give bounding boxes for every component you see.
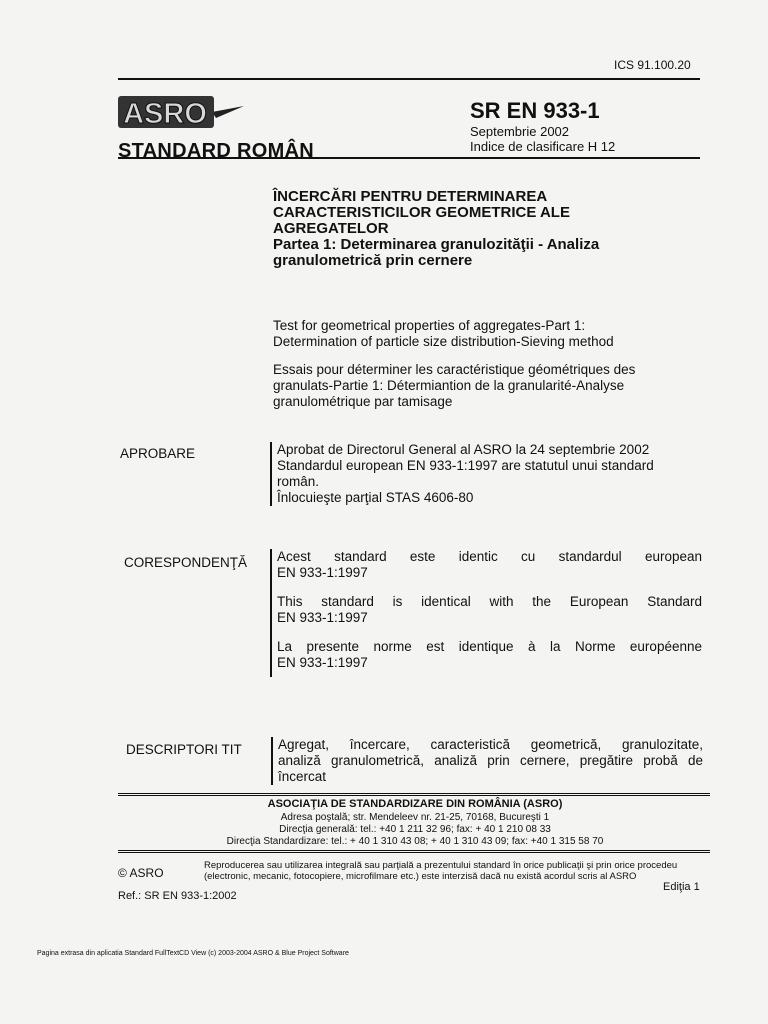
edition: Ediţia 1 [663,881,700,893]
aprobare-line: Standardul european EN 933-1:1997 are statutul unui standard [277,458,654,473]
aprobare-line: Înlocuieşte parţial STAS 4606-80 [277,490,474,505]
reproduction-notice: Reproducerea sau utilizarea integrală sau parţială a prezentului standard în orice publicaţii şi prin orice procedeu (electronic, mecanic, fotocopiere, microfilmare etc.) este interzisă dacă nu există acordul scris al ASRO [204,860,678,882]
descriptori-line: Agregat, încercare, caracteristică geometrică, granulozitate, [278,737,703,752]
aprobare-line: român. [277,474,320,489]
title-ro-line: Partea 1: Determinarea granulozităţii - Analiza [273,236,600,253]
corespondenta-fr-line: EN 933-1:1997 [277,655,368,670]
corespondenta-ro-line: Acest standard este identic cu standardul european [277,549,702,564]
footer-rule-mid [118,850,710,851]
footer-rule-top [118,793,710,794]
descriptori-line: analiză granulometrică, analiză prin cernere, pregătire probă de [278,753,703,768]
title-ro-line: granulometrică prin cernere [273,252,473,269]
title-fr-line: granulométrique par tamisage [273,394,453,409]
ics-code: ICS 91.100.20 [614,58,691,72]
page-source-note: Pagina extrasa din aplicatia Standard FullTextCD View (c) 2003-2004 ASRO & Blue Project Software [37,950,349,957]
asro-org-name: ASOCIAŢIA DE STANDARDIZARE DIN ROMÂNIA (ASRO) [267,798,563,810]
descriptori-block [271,737,703,785]
standard-date: Septembrie 2002 [470,124,570,139]
general-direction: Direcţia generală: tel.: +40 1 211 32 96; fax: + 40 1 210 08 33 [279,824,551,835]
header-rule [118,157,700,159]
aprobare-block [270,442,702,506]
aprobare-label: APROBARE [120,446,196,461]
title-en-line: Test for geometrical properties of aggregates-Part 1: [273,318,586,333]
title-ro-line: CARACTERISTICILOR GEOMETRICE ALE [273,204,570,221]
copyright-asro: © ASRO [118,866,164,880]
aprobare-line: Aprobat de Directorul General al ASRO la 24 septembrie 2002 [277,442,650,457]
title-romanian [273,189,673,269]
title-french [273,362,693,410]
corespondenta-ro-line: EN 933-1:1997 [277,565,368,580]
corespondenta-en-line: This standard is identical with the European Standard [277,594,702,609]
corespondenta-label: CORESPONDENŢĂ [124,555,248,570]
footer-rule-mid-2 [118,852,710,853]
reference: Ref.: SR EN 933-1:2002 [118,890,237,902]
title-fr-line: Essais pour déterminer les caractéristique géométriques des [273,362,636,377]
corespondenta-en-line: EN 933-1:1997 [277,610,368,625]
asro-logo-text: ASRO [123,98,207,130]
title-en-line: Determination of particle size distribution-Sieving method [273,334,614,349]
footer-rule-top-2 [118,795,710,796]
title-fr-line: granulats-Partie 1: Détermiantion de la granularité-Analyse [273,378,625,393]
descriptori-label: DESCRIPTORI TIT [126,742,242,757]
top-rule [118,78,700,80]
standardization-direction: Direcţia Standardizare: tel.: + 40 1 310 43 08; + 40 1 310 43 09; fax: +40 1 315 58 70 [226,836,604,847]
descriptori-line: încercat [278,769,327,784]
title-english [273,318,673,350]
standard-code: SR EN 933-1 [470,98,600,123]
title-ro-line: ÎNCERCĂRI PENTRU DETERMINAREA [273,188,548,205]
asro-logo [116,92,246,136]
title-ro-line: AGREGATELOR [273,220,389,237]
standard-roman-label: STANDARD ROMÂN [118,140,315,162]
postal-address: Adresa poştală; str. Mendeleev nr. 21-25, 70168, Bucureşti 1 [280,812,550,823]
corespondenta-fr-line: La presente norme est identique à la Norme européenne [277,639,702,654]
corespondenta-block [270,549,702,677]
classification-index: Indice de clasificare H 12 [470,139,616,154]
